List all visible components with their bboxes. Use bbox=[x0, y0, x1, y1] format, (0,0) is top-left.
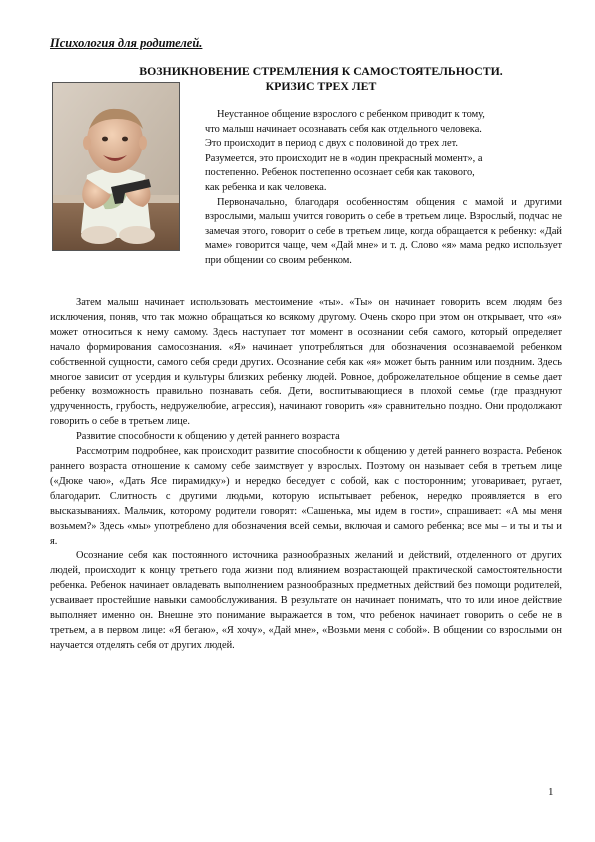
intro-line: Неустанное общение взрослого с ребенком приводит к тому, bbox=[217, 109, 485, 120]
body-paragraph-pronoun-ty: Затем малыш начинает использовать местоимение «ты». «Ты» он начинает говорить всем людям без исключения, поняв, что так можно обращаться ко всякому другому. Очень скоро при этом он открывает, что «я» может относиться к нему самому. Здесь наступает тот момент в осознании себя самого, который определяет начало формирования самосознания. «Я» начинает употребляться для обозначения осознаваемой ребенком собственной сущности, самого себя среди других. Осознание себя как «я» может быть ранним или поздним. Здесь многое зависит от усердия и культуры близких ребенку людей. Ровное, доброжелательное общение в семье дает ребенку возможность правильно познавать себя. Дети, воспитывающиеся в плохой семье (где празднуют удрученность, грубость, недружелюбие, агрессия), начинают говорить «я» сравнительно поздно. Они продолжают говорить о себе в третьем лице. bbox=[50, 297, 562, 428]
intro-line: как ребенка и как человека. bbox=[205, 181, 327, 193]
intro-paragraph-2: Первоначально, благодаря особенностям общения с мамой и другими взрослыми, малыш учится говорить о себе в третьем лице. Взрослый, подчас не замечая этого, говорит о себе в третьем лице, когда обращается к ребенку: «Дай маме» говорится чаще, чем «Дай мне» и т. д. Слово «я» мама редко использует при общении со своим ребенком. bbox=[205, 196, 562, 266]
body-paragraph-self-awareness: Осознание себя как постоянного источника разнообразных желаний и действий, отделенного от других людей, происходит к концу третьего года жизни под влиянием возрастающей практической самостоятельности ребенка. Ребенок начинает овладевать выполнением разнообразных предметных действий без помощи родителей, усваивает простейшие навыки самообслуживания. В результате он начинает понимать, что то или иное действие выполняет именно он. Внешне это понимание выражается в том, что ребенок начинает говорить о себе не в третьем, а в первом лице: «Я бегаю», «Я хочу», «Дай мне», «Возьми меня с собой». В общении со взрослыми он научается отделять себя от других людей. bbox=[50, 550, 562, 651]
page-number: 1 bbox=[548, 786, 554, 798]
subheading-communication: Развитие способности к общению у детей раннего возраста bbox=[76, 431, 340, 443]
toddler-photo bbox=[52, 82, 180, 251]
toddler-photo-image bbox=[53, 83, 179, 250]
section-heading: Психология для родителей. bbox=[50, 36, 203, 50]
intro-line: Это происходит в период с двух с половиной до трех лет. bbox=[205, 138, 458, 150]
body-text-block bbox=[50, 296, 562, 654]
body-paragraph-communication: Рассмотрим подробнее, как происходит развитие способности к общению у детей раннего возраста. Ребенок раннего возраста отношение к самому себе заимствует у взрослых. Поэтому он называет себя в третьем лице («Дюке чаю», «Дать Ясе пирамидку») и нередко беседует с собой, как с посторонним; уговаривает, ругает, благодарит. Слитность с другими людьми, которую испытывает ребенок, нередко проявляется в его высказываниях. Мальчик, которому родители говорят: «Сашенька, мы идем в гости», спрашивает: «А мы меня возьмем?» Здесь «мы» употреблено для обозначения всей семьи, включая и самого ребенка; все мы – и ты и ты и я. bbox=[50, 446, 562, 547]
title-line-2: КРИЗИС ТРЕХ ЛЕТ bbox=[265, 79, 377, 93]
intro-paragraph-1 bbox=[205, 108, 562, 196]
intro-text-block bbox=[205, 108, 562, 269]
intro-line: постепенно. Ребенок постепенно осознает себя как такового, bbox=[205, 167, 475, 179]
intro-line: что малыш начинает осознавать себя как отдельного человека. bbox=[205, 123, 482, 135]
intro-line: Разумеется, это происходит не в «один прекрасный момент», а bbox=[205, 152, 483, 164]
title-line-1: ВОЗНИКНОВЕНИЕ СТРЕМЛЕНИЯ К САМОСТОЯТЕЛЬНОСТИ. bbox=[139, 64, 503, 78]
